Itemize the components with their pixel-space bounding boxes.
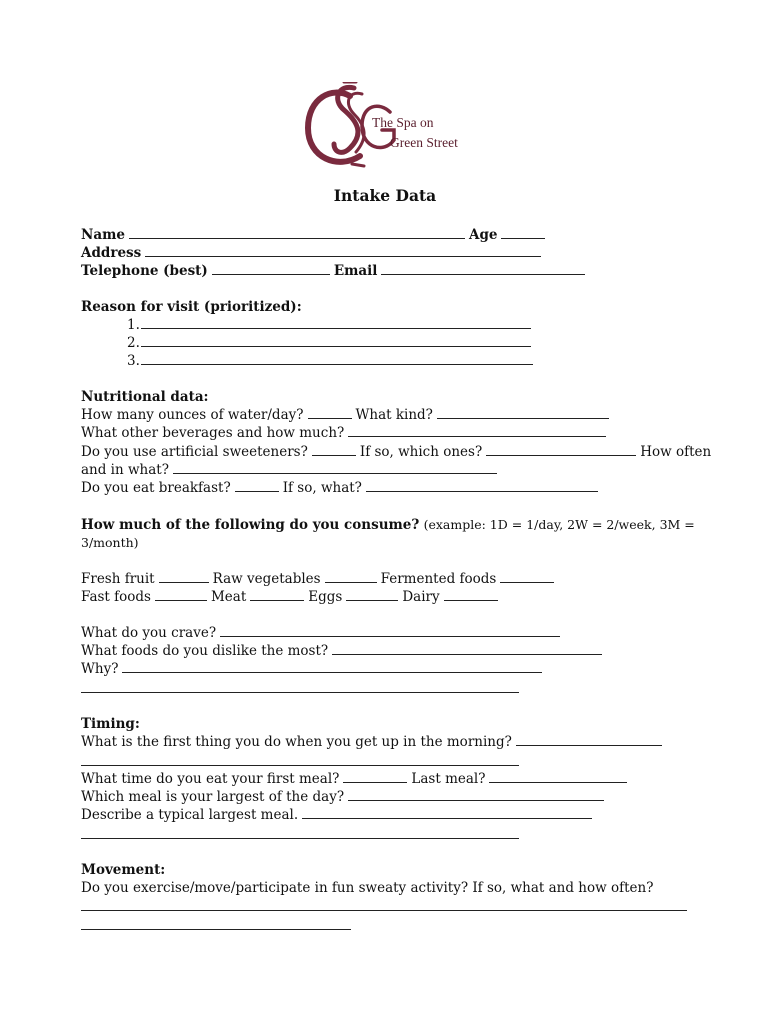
eggs-label: Eggs	[308, 589, 343, 605]
age-field[interactable]	[501, 226, 545, 239]
first-thing-question: What is the first thing you do when you get up in the morning?	[81, 734, 512, 750]
which-field[interactable]	[486, 443, 636, 456]
reason-heading: Reason for visit (prioritized):	[81, 299, 302, 315]
exercise-question: Do you exercise/move/participate in fun sweaty activity? If so, what and how often?	[81, 880, 654, 896]
how-often-question: How often	[640, 444, 712, 460]
exercise-field[interactable]	[81, 910, 687, 911]
consume-row-2	[81, 588, 498, 606]
exercise-field-continued[interactable]	[81, 929, 351, 930]
first-thing-field-continued[interactable]	[81, 765, 519, 766]
water-field[interactable]	[308, 406, 352, 419]
crave-field[interactable]	[220, 624, 560, 637]
fast-foods-label: Fast foods	[81, 589, 151, 605]
dairy-label: Dairy	[402, 589, 440, 605]
fresh-fruit-field[interactable]	[159, 570, 209, 583]
fresh-fruit-label: Fresh fruit	[81, 571, 155, 587]
consume-heading: How much of the following do you consume?	[81, 517, 420, 533]
in-what-row	[81, 461, 497, 479]
breakfast-what-field[interactable]	[366, 479, 598, 492]
largest-meal-field[interactable]	[348, 788, 604, 801]
fermented-foods-label: Fermented foods	[380, 571, 497, 587]
in-what-question: and in what?	[81, 462, 169, 478]
crave-row	[81, 624, 560, 642]
address-label: Address	[81, 245, 142, 261]
why-question: Why?	[81, 661, 119, 677]
describe-meal-row	[81, 806, 592, 824]
describe-meal-question: Describe a typical largest meal.	[81, 807, 299, 823]
first-thing-row	[81, 733, 662, 751]
raw-vegetables-field[interactable]	[325, 570, 377, 583]
sweeteners-question: Do you use artificial sweeteners?	[81, 444, 308, 460]
largest-meal-question: Which meal is your largest of the day?	[81, 789, 345, 805]
reason-item-2	[127, 334, 531, 352]
logo-line-2: Green Street	[390, 135, 458, 150]
address-field[interactable]	[145, 244, 541, 257]
name-field[interactable]	[129, 226, 465, 239]
consume-example-cont: 3/month)	[81, 535, 139, 550]
describe-meal-field[interactable]	[302, 806, 592, 819]
reason-number: 3.	[127, 353, 140, 369]
meat-label: Meat	[210, 589, 247, 605]
nutrition-heading: Nutritional data:	[81, 389, 209, 405]
what-question: If so, what?	[282, 480, 362, 496]
timing-heading: Timing:	[81, 716, 140, 732]
email-field[interactable]	[381, 262, 585, 275]
last-meal-question: Last meal?	[411, 771, 486, 787]
breakfast-row	[81, 479, 598, 497]
sweeteners-row	[81, 443, 711, 461]
consume-example: (example: 1D = 1/day, 2W = 2/week, 3M =	[423, 517, 695, 532]
name-row	[81, 226, 545, 244]
in-what-field[interactable]	[173, 461, 497, 474]
why-row	[81, 660, 542, 678]
telephone-field[interactable]	[212, 262, 330, 275]
beverages-question: What other beverages and how much?	[81, 425, 345, 441]
reason-number: 2.	[127, 335, 140, 351]
fast-foods-field[interactable]	[155, 588, 207, 601]
dislike-field[interactable]	[332, 642, 602, 655]
telephone-label: Telephone (best)	[81, 263, 208, 279]
address-row	[81, 244, 541, 262]
meat-field[interactable]	[250, 588, 304, 601]
logo-line-1: The Spa on	[372, 115, 434, 130]
raw-vegetables-label: Raw vegetables	[212, 571, 321, 587]
reason-field-3[interactable]	[141, 352, 533, 365]
reason-field-2[interactable]	[141, 334, 531, 347]
why-field-continued[interactable]	[81, 692, 519, 693]
describe-meal-field-continued[interactable]	[81, 838, 519, 839]
eggs-field[interactable]	[346, 588, 398, 601]
beverages-field[interactable]	[348, 424, 606, 437]
first-thing-field[interactable]	[516, 733, 662, 746]
water-row	[81, 406, 609, 424]
movement-heading: Movement:	[81, 862, 166, 878]
breakfast-field[interactable]	[235, 479, 279, 492]
dairy-field[interactable]	[444, 588, 498, 601]
page-title: Intake Data	[333, 186, 437, 205]
first-meal-question: What time do you eat your first meal?	[81, 771, 340, 787]
beverages-row	[81, 424, 606, 442]
breakfast-question: Do you eat breakfast?	[81, 480, 231, 496]
name-label: Name	[81, 227, 125, 243]
sweeteners-field[interactable]	[312, 443, 356, 456]
consume-row-1	[81, 570, 554, 588]
reason-item-1	[127, 316, 531, 334]
first-meal-field[interactable]	[343, 770, 407, 783]
consume-heading-row	[81, 516, 695, 534]
spa-logo	[304, 82, 474, 174]
largest-meal-row	[81, 788, 604, 806]
why-field[interactable]	[122, 660, 542, 673]
meal-time-row	[81, 770, 627, 788]
dislike-question: What foods do you dislike the most?	[81, 643, 329, 659]
last-meal-field[interactable]	[489, 770, 627, 783]
dislike-row	[81, 642, 602, 660]
kind-question: What kind?	[355, 407, 433, 423]
exercise-row	[81, 879, 653, 897]
age-label: Age	[468, 227, 498, 243]
water-question: How many ounces of water/day?	[81, 407, 304, 423]
fermented-foods-field[interactable]	[500, 570, 554, 583]
reason-number: 1.	[127, 317, 140, 333]
crave-question: What do you crave?	[81, 625, 217, 641]
reason-field-1[interactable]	[141, 316, 531, 329]
which-question: If so, which ones?	[359, 444, 483, 460]
email-label: Email	[333, 263, 378, 279]
telephone-row	[81, 262, 585, 280]
kind-field[interactable]	[437, 406, 609, 419]
reason-item-3	[127, 352, 533, 370]
